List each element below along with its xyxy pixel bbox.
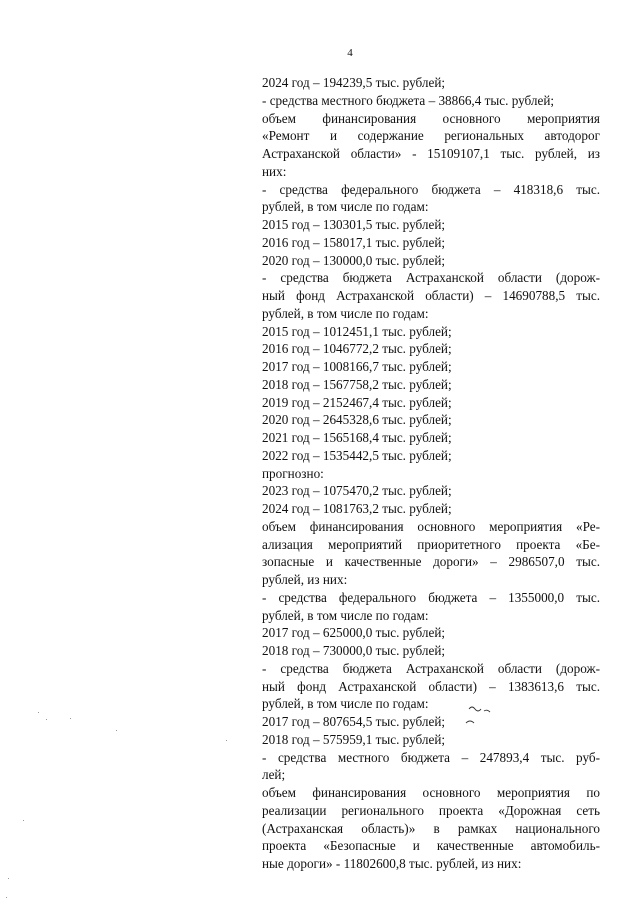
- text-line: 2020 год – 130000,0 тыс. рублей;: [262, 252, 446, 268]
- text-line: ные дороги» - 11802600,8 тыс. рублей, из них:: [262, 856, 522, 871]
- scan-speck: [116, 730, 117, 731]
- text-line: «Ремонт и содержание региональных автодорог: [262, 128, 600, 144]
- text-line: - средства бюджета Астраханской области (дорож-: [262, 660, 600, 676]
- scan-speck: [46, 719, 47, 720]
- pen-mark-2: [484, 710, 490, 712]
- scan-speck: [226, 740, 227, 741]
- text-line: рублей, в том числе по годам:: [262, 607, 429, 623]
- text-line: 2016 год – 158017,1 тыс. рублей;: [262, 234, 446, 250]
- text-line: них:: [262, 163, 287, 179]
- text-line: Астраханской области» - 15109107,1 тыс. рублей, из: [262, 146, 600, 161]
- scan-speck: [8, 878, 9, 879]
- text-line: 2024 год – 1081763,2 тыс. рублей;: [262, 501, 452, 516]
- text-line: рублей, из них:: [262, 572, 348, 587]
- text-line: 2022 год – 1535442,5 тыс. рублей;: [262, 447, 452, 463]
- text-line: - средства федерального бюджета – 418318,6 тыс.: [262, 181, 600, 197]
- text-line: - средства местного бюджета – 38866,4 тыс. рублей;: [262, 92, 555, 108]
- page-number: 4: [347, 47, 353, 59]
- text-line: 2024 год – 194239,5 тыс. рублей;: [262, 75, 446, 90]
- text-line: ализация мероприятий приоритетного проекта «Бе-: [262, 536, 600, 552]
- text-line: 2018 год – 730000,0 тыс. рублей;: [262, 643, 446, 658]
- text-line: ный фонд Астраханской области) – 1383613,6 тыс.: [262, 678, 600, 694]
- text-line: ный фонд Астраханской области) – 14690788,5 тыс.: [262, 288, 600, 303]
- text-line: - средства федерального бюджета – 1355000,0 тыс.: [262, 589, 600, 605]
- text-line: 2016 год – 1046772,2 тыс. рублей;: [262, 341, 452, 357]
- scan-speck: [23, 820, 24, 821]
- text-line: объем финансирования основного мероприятия по: [262, 785, 600, 800]
- text-line: реализации регионального проекта «Дорожная сеть: [262, 802, 600, 818]
- text-line: объем финансирования основного мероприятия «Ре-: [262, 518, 600, 534]
- text-line: объем финансирования основного мероприятия: [262, 110, 600, 126]
- text-line: 2021 год – 1565168,4 тыс. рублей;: [262, 430, 452, 445]
- text-line: - средства бюджета Астраханской области (дорож-: [262, 270, 600, 286]
- text-line: 2018 год – 1567758,2 тыс. рублей;: [262, 376, 452, 392]
- text-line: (Астраханская область)» в рамках национального: [262, 820, 600, 836]
- text-line: прогнозно:: [262, 465, 324, 481]
- text-line: проекта «Безопасные и качественные автомобиль-: [262, 838, 600, 854]
- text-line: 2017 год – 625000,0 тыс. рублей;: [262, 625, 446, 641]
- text-line: 2017 год – 807654,5 тыс. рублей;: [262, 714, 446, 729]
- text-line: зопасные и качественные дороги» – 2986507,0 тыс.: [262, 554, 600, 570]
- scan-speck: [6, 897, 7, 898]
- text-line: 2017 год – 1008166,7 тыс. рублей;: [262, 359, 452, 374]
- scan-speck: [70, 718, 71, 719]
- scan-speck: [38, 712, 39, 713]
- text-line: 2020 год – 2645328,6 тыс. рублей;: [262, 412, 452, 428]
- text-line: рублей, в том числе по годам:: [262, 305, 429, 321]
- pen-mark-1: [469, 707, 481, 711]
- text-line: 2018 год – 575959,1 тыс. рублей;: [262, 731, 446, 747]
- text-line: 2015 год – 130301,5 тыс. рублей;: [262, 217, 446, 232]
- text-line: 2015 год – 1012451,1 тыс. рублей;: [262, 323, 452, 339]
- pen-mark-3: [466, 721, 474, 723]
- text-line: 2023 год – 1075470,2 тыс. рублей;: [262, 483, 452, 499]
- text-line: лей;: [262, 767, 286, 783]
- text-line: рублей, в том числе по годам:: [262, 696, 429, 712]
- text-line: рублей, в том числе по годам:: [262, 199, 429, 215]
- text-line: 2019 год – 2152467,4 тыс. рублей;: [262, 394, 452, 410]
- text-line: - средства местного бюджета – 247893,4 тыс. руб-: [262, 749, 600, 765]
